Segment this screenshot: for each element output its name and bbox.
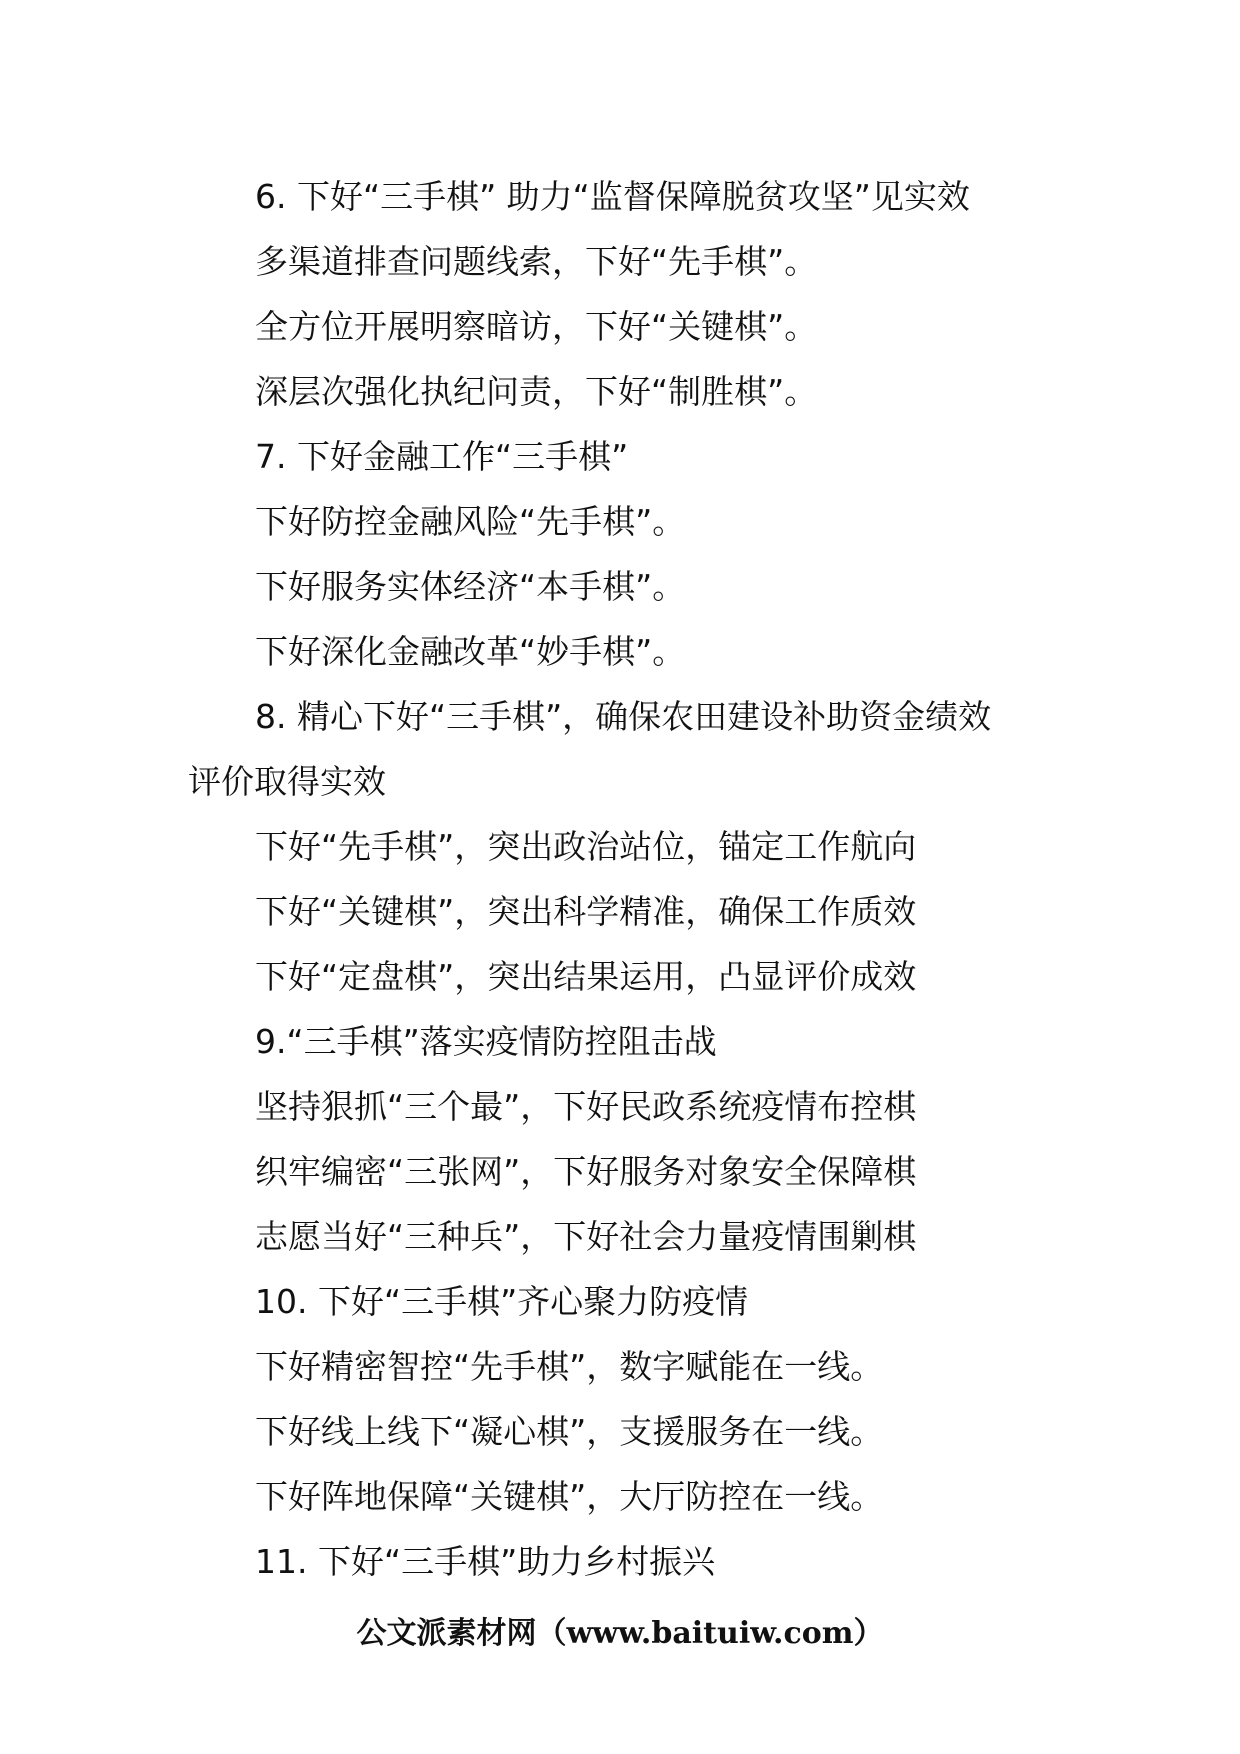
heading-item-10: 10. 下好“三手棋”齐心聚力防疫情 <box>255 1282 749 1321</box>
page-footer-watermark: 公文派素材网（www.baituiw.com） <box>356 1616 884 1651</box>
heading-item-7: 7. 下好金融工作“三手棋” <box>255 437 629 476</box>
paragraph-line: 志愿当好“三种兵”，下好社会力量疫情围剿棋 <box>255 1217 917 1256</box>
heading-item-11: 11. 下好“三手棋”助力乡村振兴 <box>255 1542 716 1581</box>
paragraph-line: 下好“关键棋”，突出科学精准，确保工作质效 <box>255 892 917 931</box>
paragraph-line: 下好线上线下“凝心棋”，支援服务在一线。 <box>255 1412 884 1451</box>
paragraph-line: 织牢编密“三张网”，下好服务对象安全保障棋 <box>255 1152 917 1191</box>
paragraph-line: 下好防控金融风险“先手棋”。 <box>255 502 686 541</box>
paragraph-line: 下好“先手棋”，突出政治站位，锚定工作航向 <box>255 827 917 866</box>
heading-item-8-continuation: 评价取得实效 <box>188 762 386 801</box>
heading-item-9: 9.“三手棋”落实疫情防控阻击战 <box>255 1022 717 1061</box>
paragraph-line: 下好阵地保障“关键棋”，大厅防控在一线。 <box>255 1477 884 1516</box>
paragraph-line: 下好精密智控“先手棋”，数字赋能在一线。 <box>255 1347 884 1386</box>
paragraph-line: 全方位开展明察暗访，下好“关键棋”。 <box>255 307 818 346</box>
paragraph-line: 下好服务实体经济“本手棋”。 <box>255 567 686 606</box>
paragraph-line: 下好深化金融改革“妙手棋”。 <box>255 632 686 671</box>
heading-item-6: 6. 下好“三手棋” 助力“监督保障脱贫攻坚”见实效 <box>255 177 970 216</box>
paragraph-line: 深层次强化执纪问责，下好“制胜棋”。 <box>255 372 818 411</box>
paragraph-line: 坚持狠抓“三个最”，下好民政系统疫情布控棋 <box>255 1087 917 1126</box>
heading-item-8: 8. 精心下好“三手棋”，确保农田建设补助资金绩效 <box>255 697 992 736</box>
paragraph-line: 下好“定盘棋”，突出结果运用，凸显评价成效 <box>255 957 917 996</box>
paragraph-line: 多渠道排查问题线索，下好“先手棋”。 <box>255 242 818 281</box>
